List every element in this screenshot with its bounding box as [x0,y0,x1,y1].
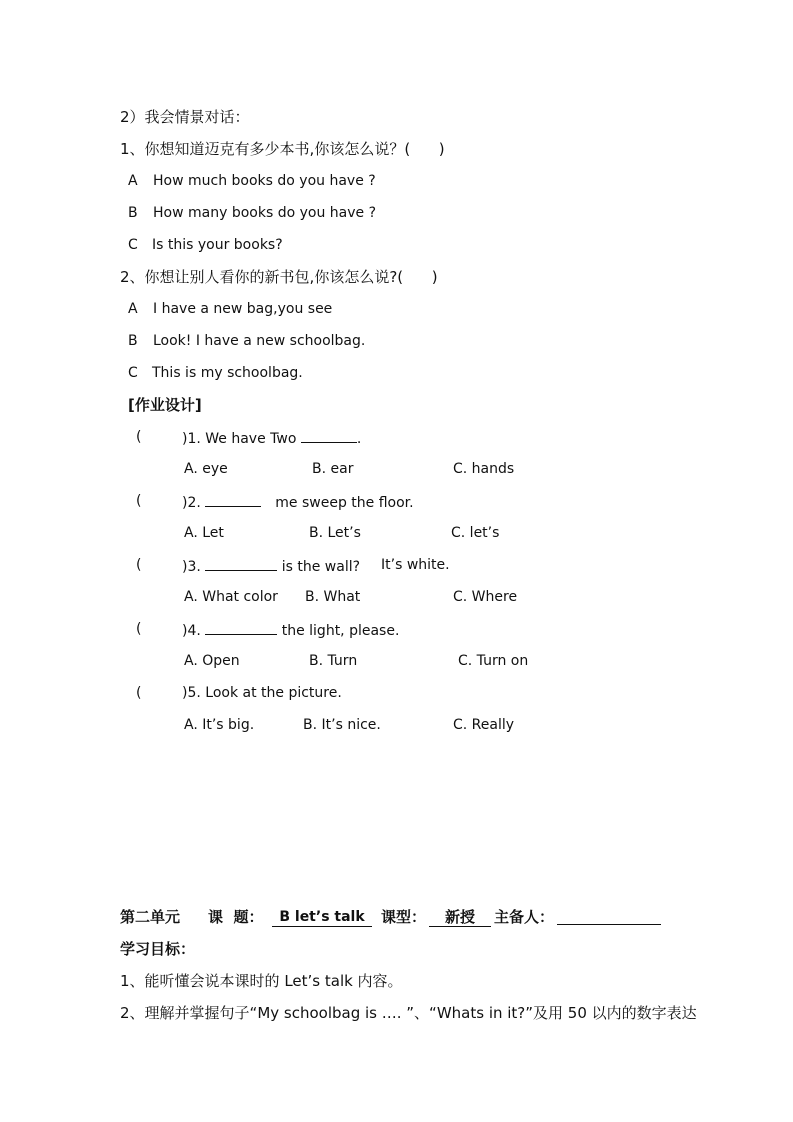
option-letter: A [128,173,138,189]
choice-a: A. What color [184,589,278,605]
fill-blank [205,556,277,571]
stem-text: is the wall? [277,559,361,575]
option-text: This is my schoolbag. [152,365,303,381]
choice-b: B. ear [312,461,354,477]
question-stem [182,620,399,640]
question-stem [182,556,360,576]
homework-title: [作业设计] [128,396,202,414]
answer-paren: ( [136,429,142,445]
stem-text: me sweep the floor. [275,495,414,511]
question-stem: )5. Look at the picture. [182,685,342,701]
stem-text: the light, please. [277,623,400,639]
answer-hint: It’s white. [381,557,450,573]
answer-paren: ( [136,557,142,573]
fill-blank [205,492,261,507]
choice-a: A. It’s big. [184,717,255,733]
stem-text: )1. We have Two [182,431,301,447]
answer-paren: ( [136,685,142,701]
fill-blank [301,428,357,443]
question-stem [182,492,414,512]
choice-c: C. hands [453,461,515,477]
option-letter: B [128,205,138,221]
choice-c: C. Where [453,589,518,605]
choice-b: B. What [305,589,361,605]
type-value: 新授 [429,908,491,927]
preparer-label: 主备人： [494,908,555,926]
choice-c: C. let’s [451,525,500,541]
choice-b: B. Let’s [309,525,361,541]
choice-a: A. eye [184,461,228,477]
choice-a: A. Open [184,653,240,669]
option-text: Look! I have a new schoolbag. [153,333,366,349]
option-letter: A [128,301,138,317]
fill-blank [205,620,277,635]
objectives-title: 学习目标： [120,940,196,958]
objective-item: 1、能听懂会说本课时的 Let’s talk 内容。 [120,972,403,990]
answer-paren: ( [136,621,142,637]
stem-text: )3. [182,559,206,575]
option-letter: C [128,365,138,381]
section-title: 2）我会情景对话： [120,108,250,126]
preparer-blank [557,924,661,925]
dialog-question-2: 2、你想让别人看你的新书包,你该怎么说?( ) [120,268,438,286]
stem-text: )2. [182,495,206,511]
option-text: Is this your books? [152,237,283,253]
option-text: How much books do you have ? [153,173,376,189]
topic-label: 课 题： [208,908,264,926]
choice-c: C. Turn on [458,653,529,669]
option-text: How many books do you have ? [153,205,376,221]
dialog-question-1: 1、你想知道迈克有多少本书,你该怎么说？( ) [120,140,445,158]
topic-value: B let’s talk [272,908,372,927]
type-label: 课型： [381,908,427,926]
option-text: I have a new bag,you see [153,301,333,317]
choice-c: C. Really [453,717,515,733]
choice-a: A. Let [184,525,224,541]
choice-b: B. It’s nice. [303,717,381,733]
objective-item: 2、理解并掌握句子“My schoolbag is …. ”、“Whats in it?”及用 50 以内的数字表达 [120,1004,697,1022]
answer-paren: ( [136,493,142,509]
stem-text: . [356,431,362,447]
choice-b: B. Turn [309,653,358,669]
unit-label: 第二单元 [120,908,181,926]
question-stem [182,428,361,448]
stem-text: )4. [182,623,206,639]
option-letter: C [128,237,138,253]
option-letter: B [128,333,138,349]
